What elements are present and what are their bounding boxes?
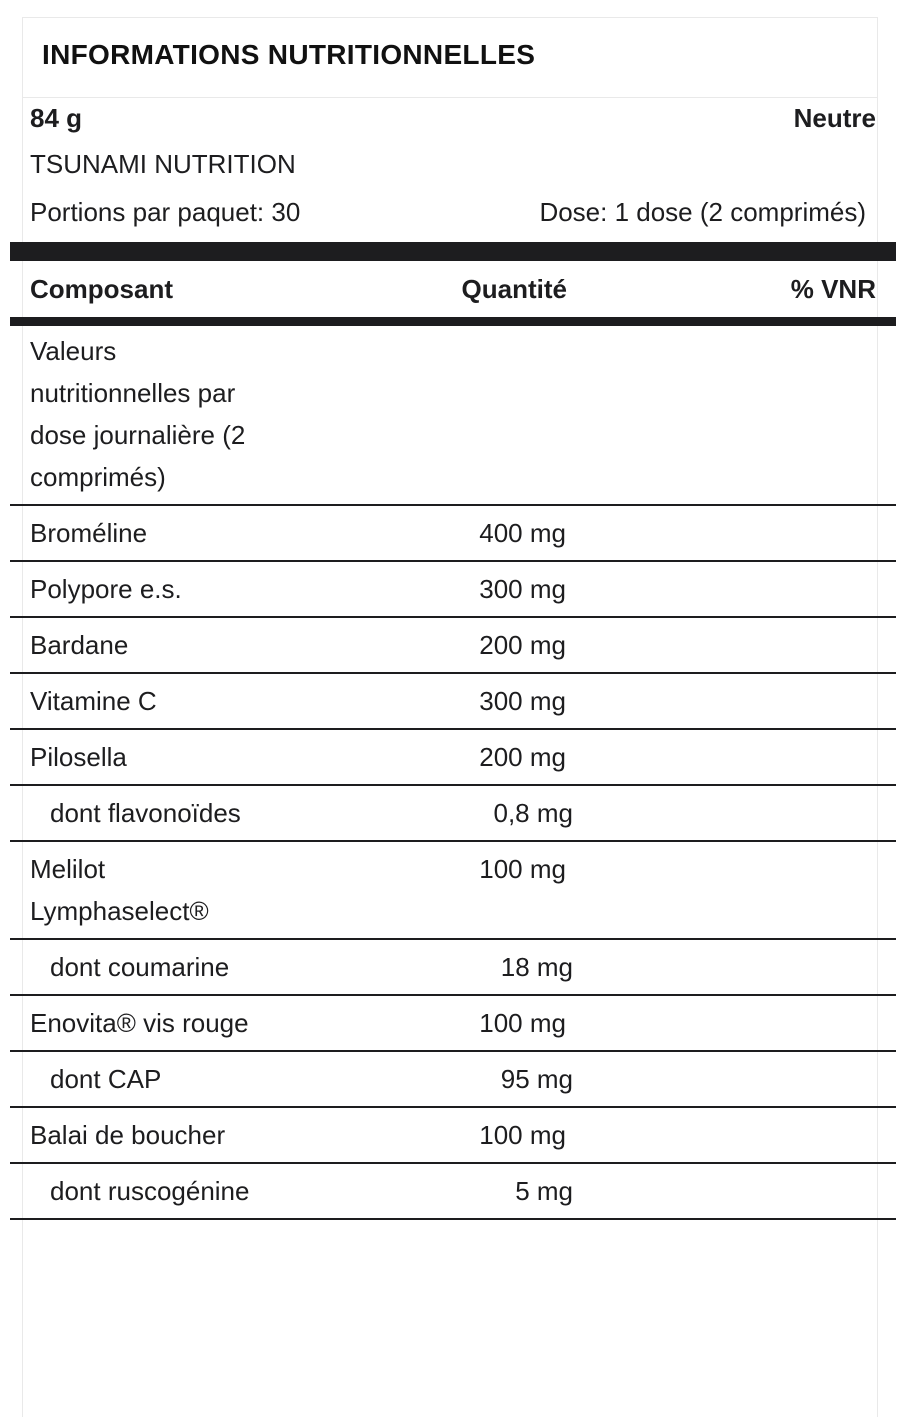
component-quantity: 18 mg <box>500 952 573 982</box>
component-name: Pilosella <box>30 742 127 772</box>
table-row <box>10 562 896 618</box>
panel-header <box>23 18 877 98</box>
component-quantity: 5 mg <box>515 1176 573 1206</box>
table-row <box>10 730 896 786</box>
component-name: Balai de boucher <box>30 1120 226 1150</box>
table-row <box>10 996 896 1052</box>
table-row <box>10 1108 896 1164</box>
component-quantity: 300 mg <box>479 686 566 716</box>
intro-text: Valeurs nutritionnelles par dose journalière (2 comprimés) <box>30 336 246 492</box>
product-weight: 84 g <box>30 102 83 133</box>
meta-row-portions <box>10 188 896 236</box>
component-quantity: 100 mg <box>479 1120 566 1150</box>
column-header-composant: Composant <box>30 273 173 304</box>
product-flavor: Neutre <box>793 102 876 133</box>
meta-row-weight <box>10 96 896 140</box>
portions-per-pack: Portions par paquet: 30 <box>30 196 301 227</box>
panel-title: INFORMATIONS NUTRITIONNELLES <box>42 38 536 70</box>
table-row <box>10 786 896 842</box>
table-body <box>10 326 896 1220</box>
meta-row-brand <box>10 140 896 188</box>
table-header <box>10 261 896 317</box>
component-name: dont ruscogénine <box>50 1176 250 1206</box>
component-quantity: 300 mg <box>479 574 566 604</box>
table-row <box>10 618 896 674</box>
nutrition-label <box>10 96 896 1220</box>
component-name: Broméline <box>30 518 148 548</box>
table-row <box>10 506 896 562</box>
header-divider <box>10 317 896 326</box>
component-name: Melilot Lymphaselect® <box>30 854 209 926</box>
component-name: Polypore e.s. <box>30 574 182 604</box>
table-row <box>10 940 896 996</box>
component-name: Enovita® vis rouge <box>30 1008 249 1038</box>
table-row-intro <box>10 326 896 506</box>
table-row <box>10 1052 896 1108</box>
column-header-vnr: % VNR <box>790 273 876 304</box>
component-name: dont flavonoïdes <box>50 798 241 828</box>
component-quantity: 400 mg <box>479 518 566 548</box>
component-quantity: 0,8 mg <box>493 798 573 828</box>
table-row <box>10 674 896 730</box>
component-name: Bardane <box>30 630 129 660</box>
table-row <box>10 1164 896 1220</box>
component-quantity: 100 mg <box>479 1008 566 1038</box>
column-header-quantite: Quantité <box>461 273 567 304</box>
dose-info: Dose: 1 dose (2 comprimés) <box>539 196 866 227</box>
component-quantity: 200 mg <box>479 630 566 660</box>
brand-name: TSUNAMI NUTRITION <box>30 148 296 179</box>
thick-divider <box>10 242 896 261</box>
component-name: dont CAP <box>50 1064 162 1094</box>
component-name: Vitamine C <box>30 686 157 716</box>
component-quantity: 95 mg <box>500 1064 573 1094</box>
component-quantity: 100 mg <box>479 854 566 884</box>
table-row <box>10 842 896 940</box>
component-quantity: 200 mg <box>479 742 566 772</box>
component-name: dont coumarine <box>50 952 230 982</box>
